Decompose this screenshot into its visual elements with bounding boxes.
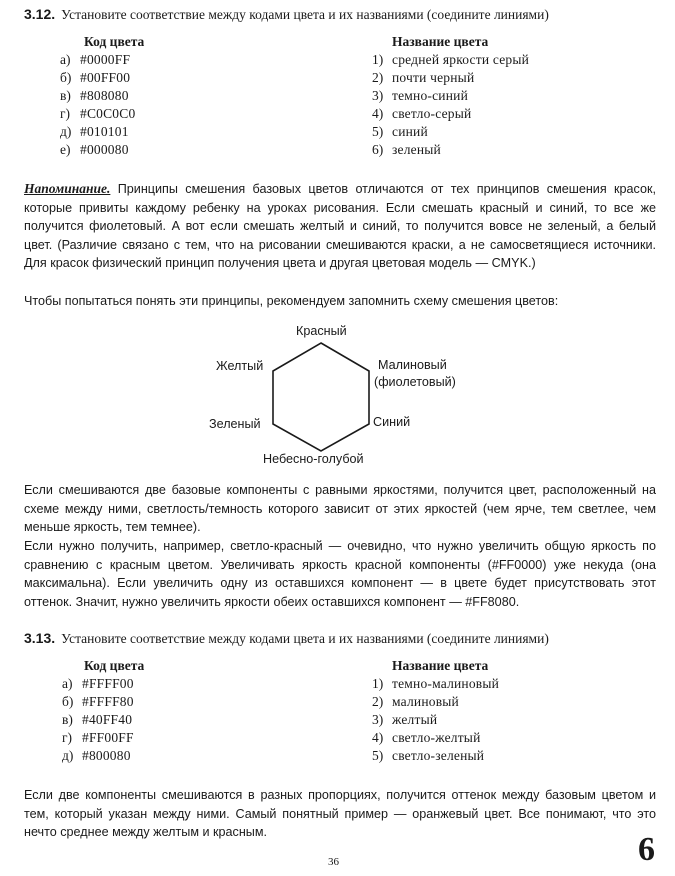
light-red-paragraph: Если нужно получить, например, светло-красный — очевидно, что нужно увеличить общую яркость по сравнению с красным цветом. Увеличивать яркость красной компоненты (#FF0000) уже некуда (она максимальна). Если увеличить одну из оставшихся компонент — в цвете будет присутствовать этот оттенок. Значит, нужно увеличить яркости обеих оставшихся компонент — #FF8080. [24, 539, 656, 609]
page-number: 36 [328, 856, 339, 868]
name-item: 4) светло-желтый [372, 730, 481, 745]
code-item: д) #800080 [62, 748, 131, 763]
name-item: 1) темно-малиновый [372, 676, 500, 691]
name-item: 5) синий [372, 124, 428, 139]
task-text: Установите соответствие между кодами цвета и их названиями (соедините линиями) [61, 7, 549, 22]
code-item: в) #40FF40 [62, 712, 133, 727]
code-item: а) #FFFF00 [62, 676, 134, 691]
task-number: 3.13. [24, 630, 56, 646]
name-item: 5) светло-зеленый [372, 748, 485, 763]
chapter-number: 6 [638, 831, 655, 868]
code-item: а) #0000FF [60, 52, 131, 67]
scheme-intro: Чтобы попытаться понять эти принципы, рекомендуем запомнить схему смешения цветов: [24, 294, 559, 308]
hexagon-shape [273, 343, 369, 451]
code-item: в) #808080 [60, 88, 129, 103]
name-item: 3) желтый [372, 712, 438, 727]
proportions-paragraph: Если две компоненты смешиваются в разных пропорциях, получится оттенок между базовым цветом и тем, который указан между ними. Самый понятный пример — оранжевый цвет. Все понимают, что это нечто среднее между желтым и красным. [24, 788, 656, 840]
name-item: 2) малиновый [372, 694, 459, 709]
hex-label-upper-right-note: (фиолетовый) [374, 375, 456, 389]
hex-label-upper-right: Малиновый [378, 358, 447, 372]
name-item: 6) зеленый [372, 142, 441, 157]
name-item: 3) темно-синий [372, 88, 468, 103]
name-item: 2) почти черный [372, 70, 475, 85]
mixing-paragraph: Если смешиваются две базовые компоненты с равными яркостями, получится цвет, расположенный на схеме между ними, светлость/темность которого зависит от этих яркостей (чем ярче, тем светлее, чем меньше яркость, тем темнее). [24, 483, 656, 535]
hex-label-lower-right: Синий [373, 415, 411, 429]
task-number: 3.12. [24, 6, 56, 22]
code-column-header: Код цвета [84, 658, 145, 673]
name-column-header: Название цвета [392, 34, 489, 49]
code-item: д) #010101 [60, 124, 129, 139]
reminder-text: Принципы смешения базовых цветов отличаются от тех принципов смешения красок, которые привиты каждому ребенку на уроках рисования. Если смешать красный и синий, то все же получится фиолетовый. А вот если смешать желтый и синий, то получится вовсе не зеленый, а белый цвет. (Различие связано с тем, что на рисовании смешиваются краски, а не самосветящиеся источники. Для красок физический принцип получения цвета и другая цветовая модель — CMYK.) [24, 182, 656, 271]
code-column-header: Код цвета [84, 34, 145, 49]
hex-label-top: Красный [296, 324, 347, 338]
code-item: б) #00FF00 [60, 70, 131, 85]
name-item: 1) средней яркости серый [372, 52, 530, 67]
code-item: г) #C0C0C0 [60, 106, 136, 121]
task-text: Установите соответствие между кодами цвета и их названиями (соедините линиями) [61, 631, 549, 646]
hex-label-upper-left: Желтый [216, 359, 264, 373]
name-item: 4) светло-серый [372, 106, 472, 121]
hex-label-lower-left: Зеленый [209, 417, 261, 431]
code-item: б) #FFFF80 [62, 694, 134, 709]
code-item: е) #000080 [60, 142, 129, 157]
task-3-13-heading [24, 630, 549, 647]
code-item: г) #FF00FF [62, 730, 134, 745]
reminder-label: Напоминание. [24, 181, 111, 196]
hex-label-bottom: Небесно-голубой [263, 452, 364, 466]
name-column-header: Название цвета [392, 658, 489, 673]
